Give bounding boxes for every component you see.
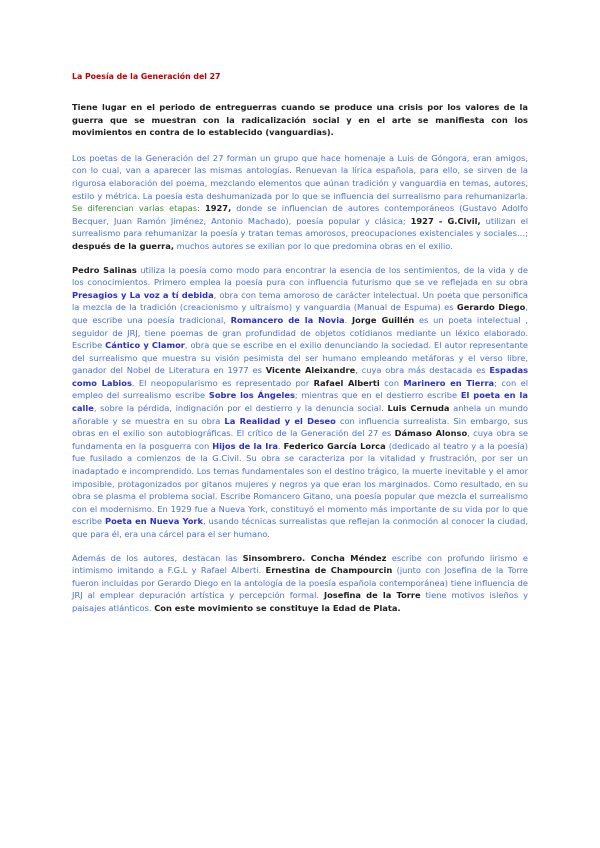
stage-civil-war-text: utilizan el surrealismo para rehumanizar la poesía y tratan temas amorosos, preocupaciones existenciales y sociales…; (72, 215, 529, 239)
sinsombrero-paragraph (72, 552, 528, 615)
authors-blue-text: . (278, 440, 284, 451)
stage-postwar-text: muchos autores se exilian por lo que predomina obras en el exilio. (176, 240, 453, 251)
sinsombrero-blue-text: Además de los autores, destacan las (72, 552, 243, 563)
authors-blue-text: , sobre la pérdida, indignación por el destierro y la denuncia social. (93, 403, 388, 414)
stage-postwar: después de la guerra, (72, 240, 174, 251)
authors-blue-text: ; mientras que en el destierro escribe (294, 390, 461, 401)
authors-dark-text: Luis Cernuda (387, 403, 450, 414)
stages-label: Se diferencian varias etapas: (72, 203, 200, 214)
sinsombrero-dark-text: Sinsombrero. Concha Méndez (242, 552, 387, 563)
authors-work-text: Cántico y Clamor (105, 340, 185, 351)
authors-work-text: Hijos de la Ira (212, 440, 279, 451)
authors-blue-text: , usando técnicas surrealistas que reflejan la conmoción al conocer la ciudad, que para él, era una cárcel para el ser humano. (72, 516, 528, 539)
sinsombrero-blue-text: escribe con profundo lirismo e intimismo imitando a F.G.L y Rafael Alberti. (72, 552, 528, 576)
authors-blue-text: . (344, 314, 353, 325)
generation-text: Los poetas de la Generación del 27 forman un grupo que hace homenaje a Luis de Góngora, eran amigos, con lo cual, van a aparecer las mismas antologías. Renuevan la lírica española, para ello, se sirven de la rigurosa elaboración del poema, mezclando elementos que aúnan tradición y vanguardia en temas, autores, estilo y métrica. La poesía esta deshumanizada por lo que se influencia del surrealismo para rehumanizarla. (72, 152, 528, 201)
intro-paragraph: Tiene lugar en el periodo de entreguerras cuando se produce una crisis por los valores de la guerra que se muestran con la radicalización social y en el arte se manifiesta con los movimientos en contra de lo establecido (vanguardias). (72, 102, 528, 138)
stage-1927: 1927, (204, 203, 232, 214)
sinsombrero-dark-text: Josefina de la Torre (324, 590, 421, 601)
sinsombrero-blue-text: (junto con Josefina de la Torre fueron incluidas por Gerardo Diego en la antología de la poesía española contemporánea) tiene influencia de JRJ al emplear depuración artística y percepción formal. (72, 565, 528, 601)
authors-blue-text: utiliza la poesía como modo para encontrar la esencia de los sentimientos, de la vida y de los conocimientos. Primero emplea la poesía pura con influencia futurismo que se ve reflejada en su obra (72, 264, 528, 288)
authors-blue-text: , cuya obra se fundamenta en la posguerra con (72, 428, 528, 451)
stage-civil-war: 1927 - G.Civil, (410, 215, 481, 226)
authors-dark-text: Gerardo Diego (456, 302, 526, 313)
generation-paragraph (72, 152, 528, 253)
authors-work-text: La Realidad y el Deseo (224, 415, 336, 426)
authors-work-text: Romancero de la Novia (230, 314, 345, 325)
authors-dark-text: Federico García Lorca (283, 440, 386, 451)
authors-blue-text: . El neopopularismo es representado por (131, 377, 314, 388)
authors-blue-text: con (379, 377, 404, 388)
authors-dark-text: Pedro Salinas (72, 264, 137, 275)
stage-1927-text: donde se influencian de autores contemporáneos (Gustavo Adolfo Becquer, Juan Ramón Jiménez, Antonio Machado), poesía popular y clásica; (72, 203, 528, 226)
authors-dark-text: Vicente Aleixandre (265, 365, 356, 376)
authors-work-text: El poeta en la calle (72, 390, 528, 414)
authors-blue-text: , que escribe una poesía tradicional, (72, 302, 528, 325)
authors-work-text: Presagios y La voz a tí debida (72, 289, 214, 300)
authors-blue-text: , obra con tema amoroso de carácter intelectual. Un poeta que personifica la mezcla de la tradición (creacionismo y ultraísmo) y vanguardia (Manual de Espuma) es (72, 289, 528, 313)
authors-blue-text: , obra que se escribe en el exilio denunciando la sociedad. El autor representante del surrealismo que muestra su visión pesimista del ser humano empleando metáforas y el verso libre, ganador del Nobel de Literatura en 1977 es (72, 340, 528, 376)
sinsombrero-dark-text: Con este movimiento se constituye la Edad de Plata. (154, 602, 401, 613)
sinsombrero-dark-text: Ernestina de Champourcin (265, 565, 393, 576)
authors-dark-text: Jorge Guillén (352, 314, 415, 325)
document-title: La Poesía de la Generación del 27 (72, 72, 221, 81)
authors-work-text: Espadas como Labios (72, 365, 529, 388)
authors-paragraph (72, 264, 528, 541)
authors-work-text: Poeta en Nueva York (104, 516, 204, 527)
authors-blue-text: ; con el empleo del surrealismo escribe (72, 377, 528, 401)
authors-work-text: Sobre los Ángeles (208, 390, 295, 401)
authors-dark-text: Dámaso Alonso (394, 428, 468, 439)
authors-dark-text: Rafael Alberti (313, 377, 380, 388)
authors-blue-text: es un poeta intelectual , seguidor de JRJ, tiene poemas de gran profundidad de objetos cotidianos mediante un léxico elaborado. Escribe (72, 314, 529, 351)
authors-blue-text: (dedicado al teatro y a la poesía) fue fusilado a comienzos de la G.Civil. Su obra se caracteriza por la vitalidad y frustración, por ser un inadaptado e incomprendido. Los temas fundamentales son el destino trágico, la muerte inevitable y el amor imposible, protagonizados por gitanos mujeres y negros ya que eran los marginados. Como resultado, en su obra se plasma el problema social. Escribe Romancero Gitano, una poesía popular que mezcla el surrealismo con el modernismo. En 1929 fue a Nueva York, constituyó el momento más importante de su vida por lo que escribe (72, 440, 528, 527)
authors-blue-text: , cuya obra más destacada es (355, 365, 490, 376)
authors-work-text: Marinero en Tierra (403, 377, 495, 388)
sinsombrero-blue-text: tiene motivos isleños y paisajes atlánticos. (72, 590, 528, 613)
authors-blue-text: anhela un mundo añorable y se muestra en su obra (72, 403, 528, 426)
authors-blue-text: con influencia surrealista. Sin embargo, sus obras en el exilio son autobiográficas. El crítico de la Generación del 27 es (72, 415, 528, 439)
